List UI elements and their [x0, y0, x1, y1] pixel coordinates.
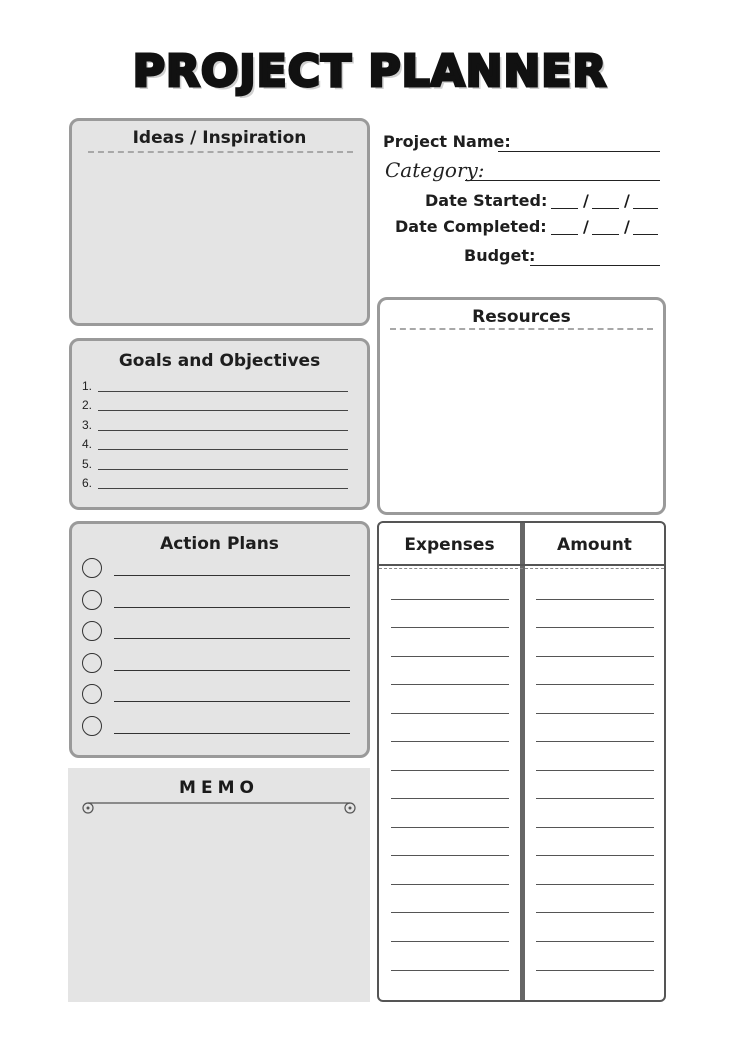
expense-line[interactable]	[391, 912, 509, 913]
action-plan-row	[82, 590, 350, 614]
action-plan-line[interactable]	[114, 575, 350, 576]
date-started-month-field[interactable]	[592, 208, 619, 209]
amount-line[interactable]	[536, 912, 654, 913]
goal-row[interactable]	[82, 377, 348, 396]
category-label: Category:	[385, 158, 485, 182]
amount-line[interactable]	[536, 770, 654, 771]
checkbox-circle-icon[interactable]	[82, 684, 102, 704]
checkbox-circle-icon[interactable]	[82, 558, 102, 578]
action-plan-line[interactable]	[114, 701, 350, 702]
checkbox-circle-icon[interactable]	[82, 716, 102, 736]
expense-line[interactable]	[391, 599, 509, 600]
expense-line[interactable]	[391, 827, 509, 828]
expenses-column-divider	[520, 523, 525, 1000]
resources-divider	[390, 328, 653, 330]
goal-line	[98, 410, 348, 411]
amount-header: Amount	[557, 535, 632, 555]
goal-row[interactable]	[82, 396, 348, 415]
expense-line[interactable]	[391, 713, 509, 714]
resources-box[interactable]	[377, 297, 666, 515]
action-plan-line[interactable]	[114, 733, 350, 734]
amount-line[interactable]	[536, 798, 654, 799]
date-completed-day-field[interactable]	[551, 234, 578, 235]
date-completed-label: Date Completed:	[395, 217, 547, 236]
goal-number: 3.	[82, 418, 93, 432]
amount-line[interactable]	[536, 884, 654, 885]
memo-box[interactable]	[68, 768, 370, 1002]
action-plan-line[interactable]	[114, 670, 350, 671]
goal-row[interactable]	[82, 474, 348, 493]
date-completed-year-field[interactable]	[633, 234, 658, 235]
amount-line[interactable]	[536, 941, 654, 942]
goal-number: 1.	[82, 379, 93, 393]
checkbox-circle-icon[interactable]	[82, 653, 102, 673]
expense-line[interactable]	[391, 684, 509, 685]
expense-line[interactable]	[391, 941, 509, 942]
memo-divider-flourish-icon	[78, 796, 360, 818]
goals-title: Goals and Objectives	[118, 351, 321, 371]
ideas-box[interactable]	[69, 118, 370, 326]
date-separator: /	[624, 191, 630, 210]
amount-line[interactable]	[536, 970, 654, 971]
memo-title: MEMO	[179, 778, 259, 798]
goal-line	[98, 469, 348, 470]
goal-line	[98, 391, 348, 392]
goal-row[interactable]	[82, 435, 348, 454]
goal-line	[98, 449, 348, 450]
goal-number: 2.	[82, 398, 93, 412]
goal-number: 6.	[82, 476, 93, 490]
goal-number: 4.	[82, 437, 93, 451]
expense-line[interactable]	[391, 970, 509, 971]
page-title: PROJECT PLANNER	[132, 46, 608, 97]
amount-line[interactable]	[536, 855, 654, 856]
expense-line[interactable]	[391, 656, 509, 657]
amount-line[interactable]	[536, 684, 654, 685]
action-plan-row	[82, 558, 350, 582]
date-separator: /	[624, 217, 630, 236]
expense-line[interactable]	[391, 627, 509, 628]
amount-line[interactable]	[536, 741, 654, 742]
goal-row[interactable]	[82, 416, 348, 435]
ideas-divider	[88, 151, 353, 153]
action-plans-title: Action Plans	[160, 534, 279, 554]
expense-line[interactable]	[391, 770, 509, 771]
date-completed-month-field[interactable]	[592, 234, 619, 235]
expense-line[interactable]	[391, 884, 509, 885]
action-plan-row	[82, 621, 350, 645]
expense-line[interactable]	[391, 855, 509, 856]
expenses-table	[377, 521, 666, 1002]
budget-label: Budget:	[464, 246, 536, 265]
header-rule-dashed	[379, 568, 664, 569]
action-plan-line[interactable]	[114, 638, 350, 639]
goal-line	[98, 430, 348, 431]
goals-box	[69, 338, 370, 510]
category-field[interactable]	[465, 180, 660, 181]
checkbox-circle-icon[interactable]	[82, 621, 102, 641]
goal-line	[98, 488, 348, 489]
ideas-title: Ideas / Inspiration	[132, 128, 307, 148]
action-plan-row	[82, 684, 350, 708]
expense-line[interactable]	[391, 798, 509, 799]
project-name-field[interactable]	[498, 151, 660, 152]
goal-number: 5.	[82, 457, 93, 471]
action-plan-line[interactable]	[114, 607, 350, 608]
date-separator: /	[583, 191, 589, 210]
date-started-label: Date Started:	[425, 191, 548, 210]
checkbox-circle-icon[interactable]	[82, 590, 102, 610]
budget-field[interactable]	[530, 265, 660, 266]
date-started-year-field[interactable]	[633, 208, 658, 209]
project-name-label: Project Name:	[383, 132, 511, 151]
expense-line[interactable]	[391, 741, 509, 742]
date-started-day-field[interactable]	[551, 208, 578, 209]
amount-line[interactable]	[536, 656, 654, 657]
amount-line[interactable]	[536, 713, 654, 714]
amount-line[interactable]	[536, 599, 654, 600]
amount-line[interactable]	[536, 627, 654, 628]
goal-row[interactable]	[82, 455, 348, 474]
action-plan-row	[82, 716, 350, 740]
action-plans-box	[69, 521, 370, 758]
date-separator: /	[583, 217, 589, 236]
expenses-header: Expenses	[404, 535, 495, 555]
amount-line[interactable]	[536, 827, 654, 828]
resources-title: Resources	[472, 307, 571, 327]
action-plan-row	[82, 653, 350, 677]
header-rule	[379, 564, 664, 566]
